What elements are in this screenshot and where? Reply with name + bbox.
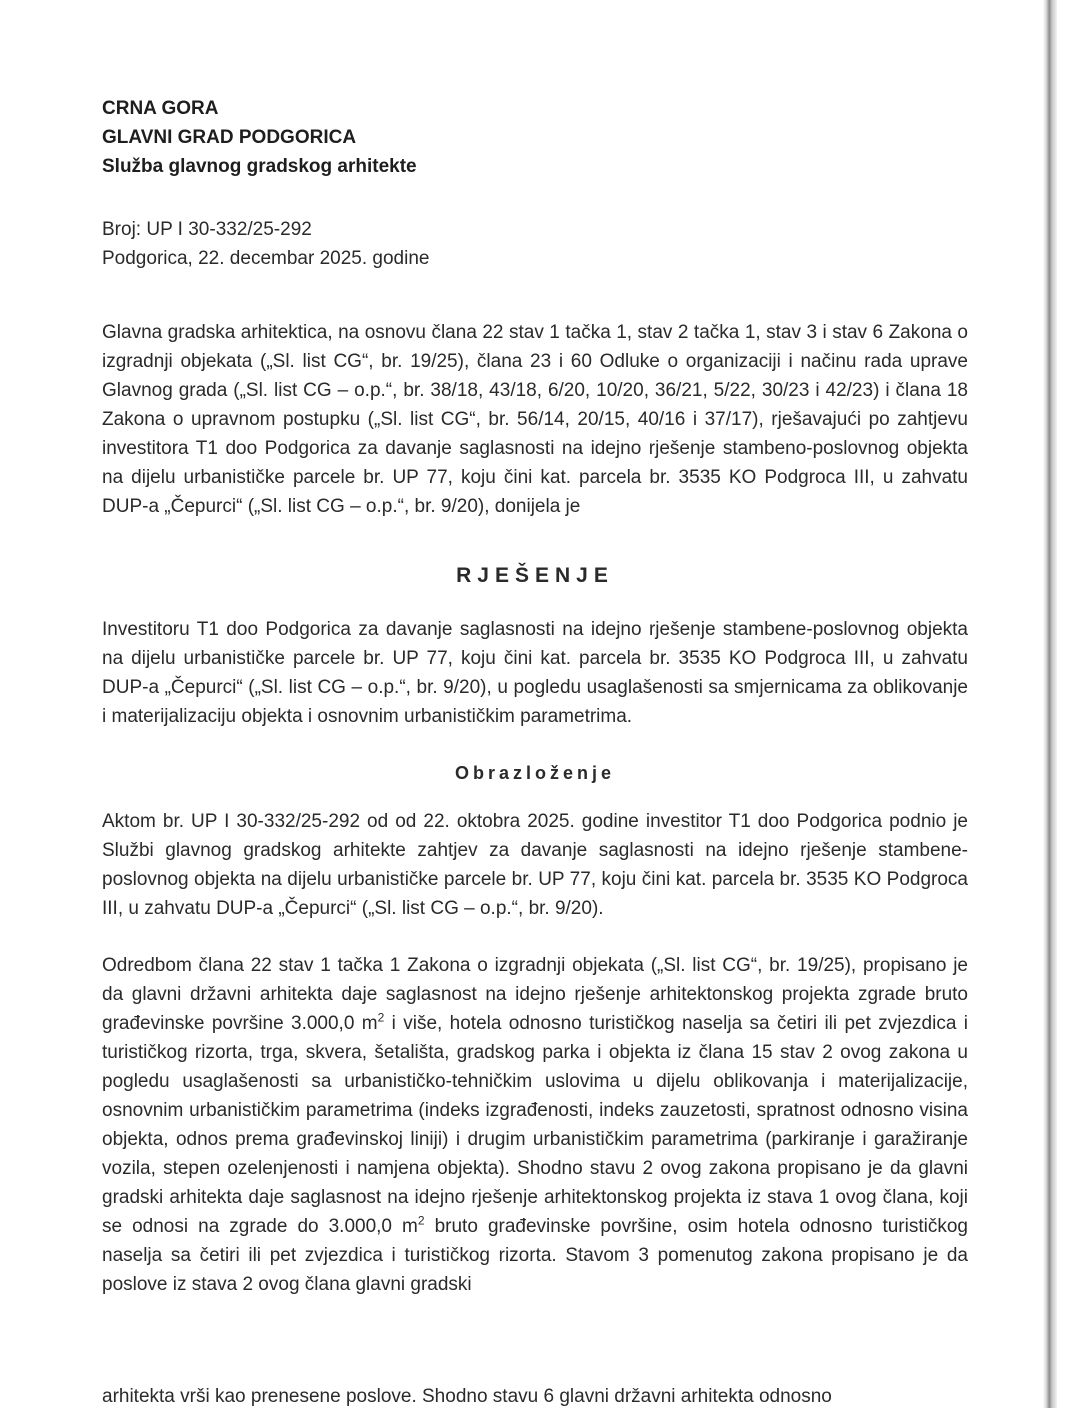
intro-paragraph: Glavna gradska arhitektica, na osnovu člana 22 stav 1 tačka 1, stav 2 tačka 1, stav 3 i stav 6 Zakona o izgradnji objekata („Sl. list CG“, br. 19/25), člana 23 i 60 Odluke o organizaciji i načinu rada uprave Glavnog grada („Sl. list CG – o.p.“, br. 38/18, 43/18, 6/20, 10/20, 36/21, 5/22, 30/23 i 42/23) i člana 18 Zakona o upravnom postupku („Sl. list CG“, br. 56/14, 20/15, 40/16 i 37/17), rješavajući po zahtjevu investitora T1 doo Podgorica za davanje saglasnosti na idejno rješenje stambeno-poslovnog objekta na dijelu urbanističke parcele br. UP 77, koju čini kat. parcela br. 3535 KO Podgroca III, u zahvatu DUP-a „Čepurci“ („Sl. list CG – o.p.“, br. 9/20), donijela je [102, 322, 968, 517]
reasoning-paragraph-2 [102, 951, 968, 1299]
decision-title: RJEŠENJE [456, 564, 614, 587]
reasoning-paragraph-1: Aktom br. UP I 30-332/25-292 od od 22. oktobra 2025. godine investitor T1 doo Podgorica podnio je Službi glavnog gradskog arhitekte zahtjev za davanje saglasnosti na idejno rješenje stambene-poslovnog objekta na dijelu urbanističke parcele br. UP 77, koju čini kat. parcela br. 3535 KO Podgroca III, u zahvatu DUP-a „Čepurci“ („Sl. list CG – o.p.“, br. 9/20). [102, 811, 968, 919]
reasoning-title: Obrazloženje [454, 763, 616, 783]
reference-date: Podgorica, 22. decembar 2025. godine [102, 248, 430, 269]
letterhead [102, 94, 968, 181]
scan-edge-shadow [1043, 0, 1057, 1408]
superscript-square: 2 [417, 1213, 425, 1228]
superscript-square: 2 [377, 1010, 385, 1025]
reference-block [102, 215, 968, 273]
reasoning-p2-part-c: bruto građevinske površine, osim hotela odnosno turističkog naselja sa četiri ili pet zvjezdica i turističkog rizorta. Stavom 3 pomenutog zakona propisano je da poslove iz stava 2 ovog člana glavni gradski [102, 1216, 968, 1295]
cut-off-line [102, 1382, 968, 1408]
letterhead-city: GLAVNI GRAD PODGORICA [102, 127, 357, 148]
reference-number: Broj: UP I 30-332/25-292 [102, 219, 312, 240]
reasoning-p2-part-b: i više, hotela odnosno turističkog naselja sa četiri ili pet zvjezdica i turističkog rizorta, trga, skvera, šetališta, gradskog parka i objekta iz člana 15 stav 2 ovog zakona u pogledu usaglašenosti sa urbanističko-tehničkim uslovima u dijelu oblikovanja i materijalizacije, osnovnim urbanističkim parametrima (indeks izgrađenosti, indeks zauzetosti, spratnost odnosno visina objekta, odnos prema građevinskoj liniji) i drugim urbanističkim parametrima (parkiranje i garažiranje vozila, stepen ozelenjenosti i namjena objekta). Shodno stavu 2 ovog zakona propisano je da glavni gradski arhitekta daje saglasnost na idejno rješenje arhitektonskog projekta iz stava 1 ovog člana, koji se odnosi na zgrade do 3.000,0 m [102, 1013, 968, 1237]
reasoning-p2-part-a: Odredbom člana 22 stav 1 tačka 1 Zakona o izgradnji objekata („Sl. list CG“, br. 19/25), propisano je da glavni državni arhitekta daje saglasnost na idejno rješenje arhitektonskog projekta zgrade bruto građevinske površine 3.000,0 m [102, 955, 968, 1034]
letterhead-country: CRNA GORA [102, 98, 219, 119]
letterhead-office: Služba glavnog gradskog arhitekte [102, 156, 417, 177]
decision-paragraph: Investitoru T1 doo Podgorica za davanje saglasnosti na idejno rješenje stambene-poslovnog objekta na dijelu urbanističke parcele br. UP 77, koju čini kat. parcela br. 3535 KO Podgroca III, u zahvatu DUP-a „Čepurci“ („Sl. list CG – o.p.“, br. 9/20), u pogledu usaglašenosti sa smjernicama za oblikovanje i materijalizaciju objekta i osnovnim urbanističkim parametrima. [102, 619, 968, 727]
document-body [102, 94, 968, 1299]
cut-off-text: arhitekta vrši kao prenesene poslove. Shodno stavu 6 glavni državni arhitekta odnosno [102, 1386, 832, 1407]
